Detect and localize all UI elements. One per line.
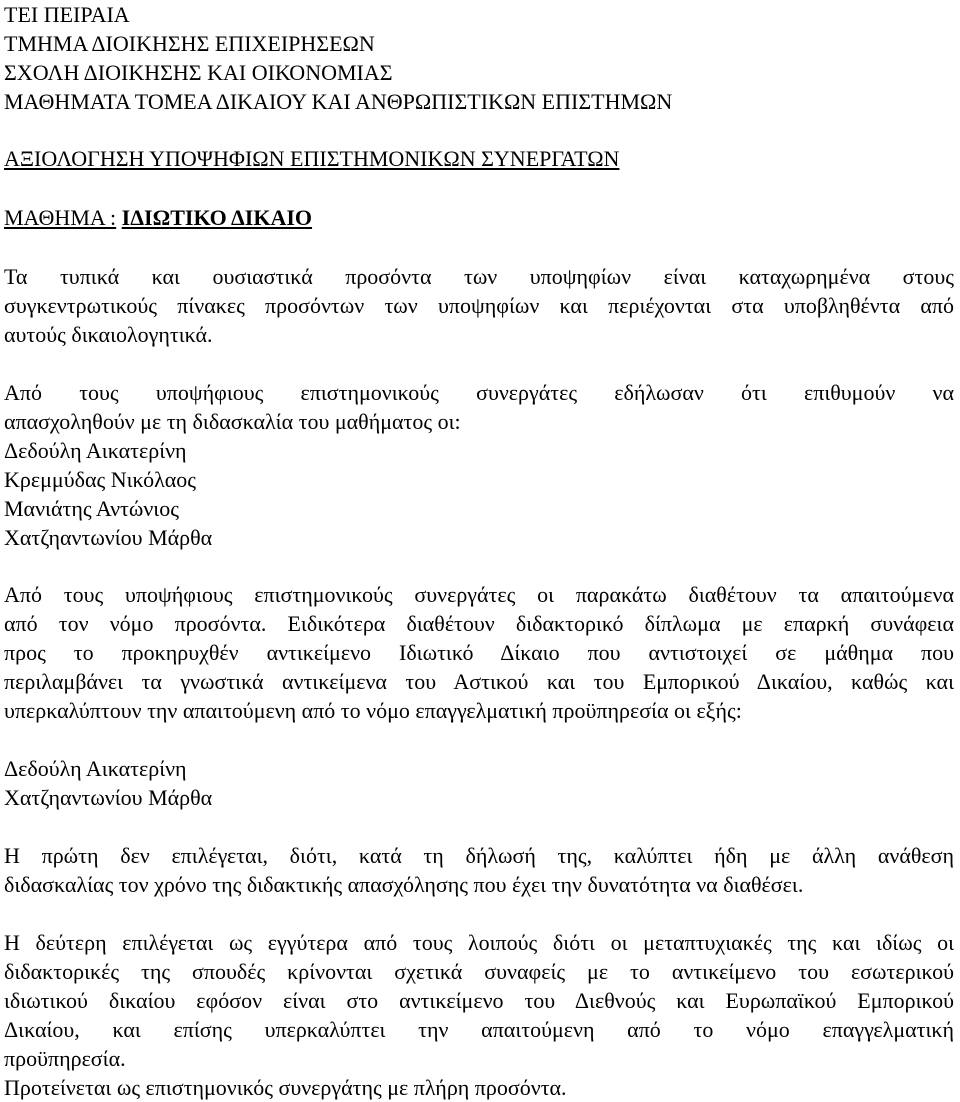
paragraph-second-candidate xyxy=(4,928,954,1073)
paragraph-line: περιλαμβάνει τα γνωστικά αντικείμενα του Αστικού και του Εμπορικού Δικαίου, καθώς και xyxy=(4,669,954,694)
list-item: Δεδούλη Αικατερίνη xyxy=(4,756,187,781)
paragraph-first-candidate xyxy=(4,841,954,899)
paragraph-line: Δικαίου, και επίσης υπερκαλύπτει την απαιτούμενη από το νόμο επαγγελματική xyxy=(4,1017,954,1042)
qualified-list xyxy=(4,754,954,812)
paragraph-line: ιδιωτικού δικαίου εφόσον είναι στο αντικείμενο του Διεθνούς και Ευρωπαϊκού Εμπορικού xyxy=(4,988,954,1013)
paragraph-line: υπερκαλύπτουν την απαιτούμενη από το νόμο επαγγελματική προϋπηρεσία οι εξής: xyxy=(4,698,742,723)
paragraph-line: προϋπηρεσία. xyxy=(4,1046,126,1071)
paragraph-line: αυτούς δικαιολογητικά. xyxy=(4,322,213,347)
course-name: ΙΔΙΩΤΙΚΟ ΔΙΚΑΙΟ xyxy=(121,205,313,230)
course-line xyxy=(4,203,954,232)
applicants-list xyxy=(4,436,954,552)
list-item: Χατζηαντωνίου Μάρθα xyxy=(4,525,213,550)
paragraph-qualifications-record xyxy=(4,262,954,349)
conclusion: Προτείνεται ως επιστημονικός συνεργάτης με πλήρη προσόντα. xyxy=(4,1075,567,1100)
paragraph-line: προς το προκηρυχθέν αντικείμενο Ιδιωτικό Δίκαιο που αντιστοιχεί σε μάθημα που xyxy=(4,640,954,665)
list-item: Δεδούλη Αικατερίνη xyxy=(4,438,187,463)
institution-name: ΤΕΙ ΠΕΙΡΑΙΑ xyxy=(4,2,130,27)
list-item: Μανιάτης Αντώνιος xyxy=(4,496,179,521)
document-header xyxy=(4,0,672,116)
department-name: ΤΜΗΜΑ ΔΙΟΙΚΗΣΗΣ ΕΠΙΧΕΙΡΗΣΕΩΝ xyxy=(4,31,375,56)
paragraph-line: Τα τυπικά και ουσιαστικά προσόντα των υποψηφίων είναι καταχωρημένα στους xyxy=(4,264,954,289)
paragraph-line: απασχοληθούν με τη διδασκαλία του μαθήματος οι: xyxy=(4,409,461,434)
list-item: Κρεμμύδας Νικόλαος xyxy=(4,467,197,492)
paragraph-line: από τον νόμο προσόντα. Ειδικότερα διαθέτουν διδακτορικό δίπλωμα με επαρκή συνάφεια xyxy=(4,611,954,636)
school-name: ΣΧΟΛΗ ΔΙΟΙΚΗΣΗΣ ΚΑΙ ΟΙΚΟΝΟΜΙΑΣ xyxy=(4,60,393,85)
paragraph-line: Η πρώτη δεν επιλέγεται, διότι, κατά τη δήλωσή της, καλύπτει ήδη με άλλη ανάθεση xyxy=(4,843,954,868)
paragraph-line: Η δεύτερη επιλέγεται ως εγγύτερα από τους λοιπούς διότι οι μεταπτυχιακές της και ιδίως οι xyxy=(4,930,954,955)
paragraph-line: συγκεντρωτικούς πίνακες προσόντων των υποψηφίων και περιέχονται στα υποβληθέντα από xyxy=(4,293,954,318)
paragraph-qualified-intro xyxy=(4,580,954,725)
paragraph-line: Από τους υποψήφιους επιστημονικούς συνεργάτες εδήλωσαν ότι επιθυμούν να xyxy=(4,380,954,405)
course-label: ΜΑΘΗΜΑ : xyxy=(4,205,117,230)
sector-name: ΜΑΘΗΜΑΤΑ ΤΟΜΕΑ ΔΙΚΑΙΟΥ ΚΑΙ ΑΝΘΡΩΠΙΣΤΙΚΩΝ ΕΠΙΣΤΗΜΩΝ xyxy=(4,89,673,114)
evaluation-title: ΑΞΙΟΛΟΓΗΣΗ ΥΠΟΨΗΦΙΩΝ ΕΠΙΣΤΗΜΟΝΙΚΩΝ ΣΥΝΕΡΓΑΤΩΝ xyxy=(4,146,620,171)
list-item: Χατζηαντωνίου Μάρθα xyxy=(4,785,213,810)
paragraph-line: Από τους υποψήφιους επιστημονικούς συνεργάτες οι παρακάτω διαθέτουν τα απαιτούμενα xyxy=(4,582,954,607)
paragraph-line: διδακτορικές της σπουδές κρίνονται σχετικά συναφείς με το αντικείμενο του εσωτερικού xyxy=(4,959,954,984)
paragraph-line: διδασκαλίας τον χρόνο της διδακτικής απασχόλησης που έχει την δυνατότητα να διαθέσει. xyxy=(4,872,804,897)
paragraph-applicants-intro xyxy=(4,378,954,436)
